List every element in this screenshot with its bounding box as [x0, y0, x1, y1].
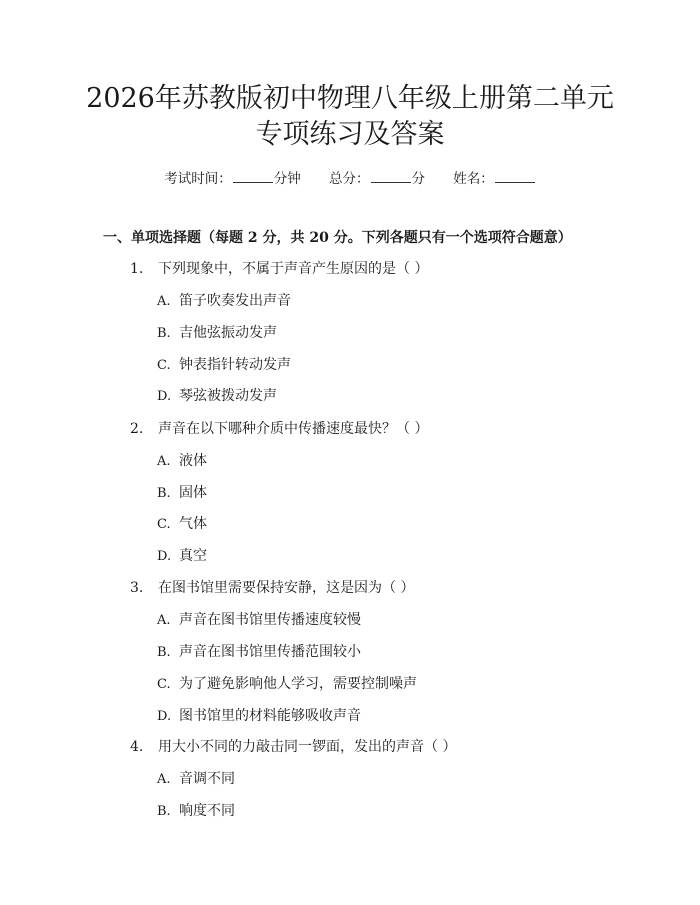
option-2d [157, 546, 207, 567]
time-label: 考试时间： [164, 171, 232, 187]
option-text: 音调不同 [179, 771, 235, 787]
option-text: 气体 [179, 516, 207, 532]
option-letter: A. [157, 613, 171, 628]
exam-meta [0, 168, 700, 189]
section-heading: 一、单项选择题（每题 2 分，共 20 分。下列各题只有一个选项符合题意） [103, 230, 572, 246]
question-number: 1. [130, 261, 144, 277]
option-3d [157, 706, 361, 727]
option-text: 笛子吹奏发出声音 [179, 293, 291, 309]
option-letter: A. [157, 772, 171, 787]
question-4 [130, 737, 456, 757]
option-letter: A. [157, 294, 171, 309]
option-letter: D. [157, 709, 172, 724]
option-text: 响度不同 [179, 803, 235, 819]
score-unit: 分 [411, 171, 425, 187]
option-text: 吉他弦振动发声 [179, 325, 277, 341]
score-field [329, 168, 425, 189]
option-text: 固体 [179, 485, 207, 501]
option-3a [157, 610, 361, 631]
question-1 [130, 259, 428, 279]
option-text: 图书馆里的材料能够吸收声音 [179, 708, 361, 724]
question-text: 声音在以下哪种介质中传播速度最快？（ ） [158, 421, 429, 437]
option-letter: C. [157, 677, 171, 692]
time-field [164, 168, 301, 189]
option-1d [157, 386, 277, 407]
option-1b [157, 323, 277, 344]
option-3c [157, 674, 417, 695]
option-1c [157, 355, 291, 376]
option-2b [157, 483, 207, 504]
option-text: 钟表指针转动发声 [179, 357, 291, 373]
option-letter: B. [157, 804, 171, 819]
option-4b [157, 801, 235, 822]
name-field [453, 168, 536, 189]
question-number: 3. [130, 580, 144, 596]
question-text: 下列现象中，不属于声音产生原因的是（ ） [158, 261, 429, 277]
option-letter: B. [157, 486, 171, 501]
question-2 [130, 419, 428, 439]
score-blank [371, 168, 411, 183]
page-title-line2: 专项练习及答案 [255, 119, 445, 150]
question-text: 在图书馆里需要保持安静，这是因为（ ） [158, 580, 415, 596]
time-blank [233, 168, 273, 183]
option-text: 声音在图书馆里传播范围较小 [179, 644, 361, 660]
option-text: 液体 [179, 453, 207, 469]
name-label: 姓名： [453, 171, 494, 187]
option-letter: B. [157, 326, 171, 341]
option-4a [157, 769, 235, 790]
option-letter: B. [157, 645, 171, 660]
option-2c [157, 514, 207, 535]
option-text: 真空 [179, 548, 207, 564]
score-label: 总分： [329, 171, 370, 187]
time-unit: 分钟 [273, 171, 301, 187]
option-text: 为了避免影响他人学习，需要控制噪声 [179, 676, 417, 692]
option-letter: C. [157, 517, 171, 532]
question-text: 用大小不同的力敲击同一锣面，发出的声音（ ） [158, 739, 457, 755]
question-number: 4. [130, 739, 144, 755]
option-letter: D. [157, 389, 172, 404]
question-number: 2. [130, 421, 144, 437]
option-2a [157, 451, 207, 472]
option-3b [157, 642, 361, 663]
question-3 [130, 578, 414, 598]
option-text: 琴弦被拨动发声 [179, 388, 277, 404]
page-title-line1: 2026年苏教版初中物理八年级上册第二单元 [86, 83, 614, 114]
option-letter: C. [157, 358, 171, 373]
option-1a [157, 291, 291, 312]
option-letter: A. [157, 454, 171, 469]
option-letter: D. [157, 549, 172, 564]
name-blank [495, 168, 535, 183]
option-text: 声音在图书馆里传播速度较慢 [179, 612, 361, 628]
